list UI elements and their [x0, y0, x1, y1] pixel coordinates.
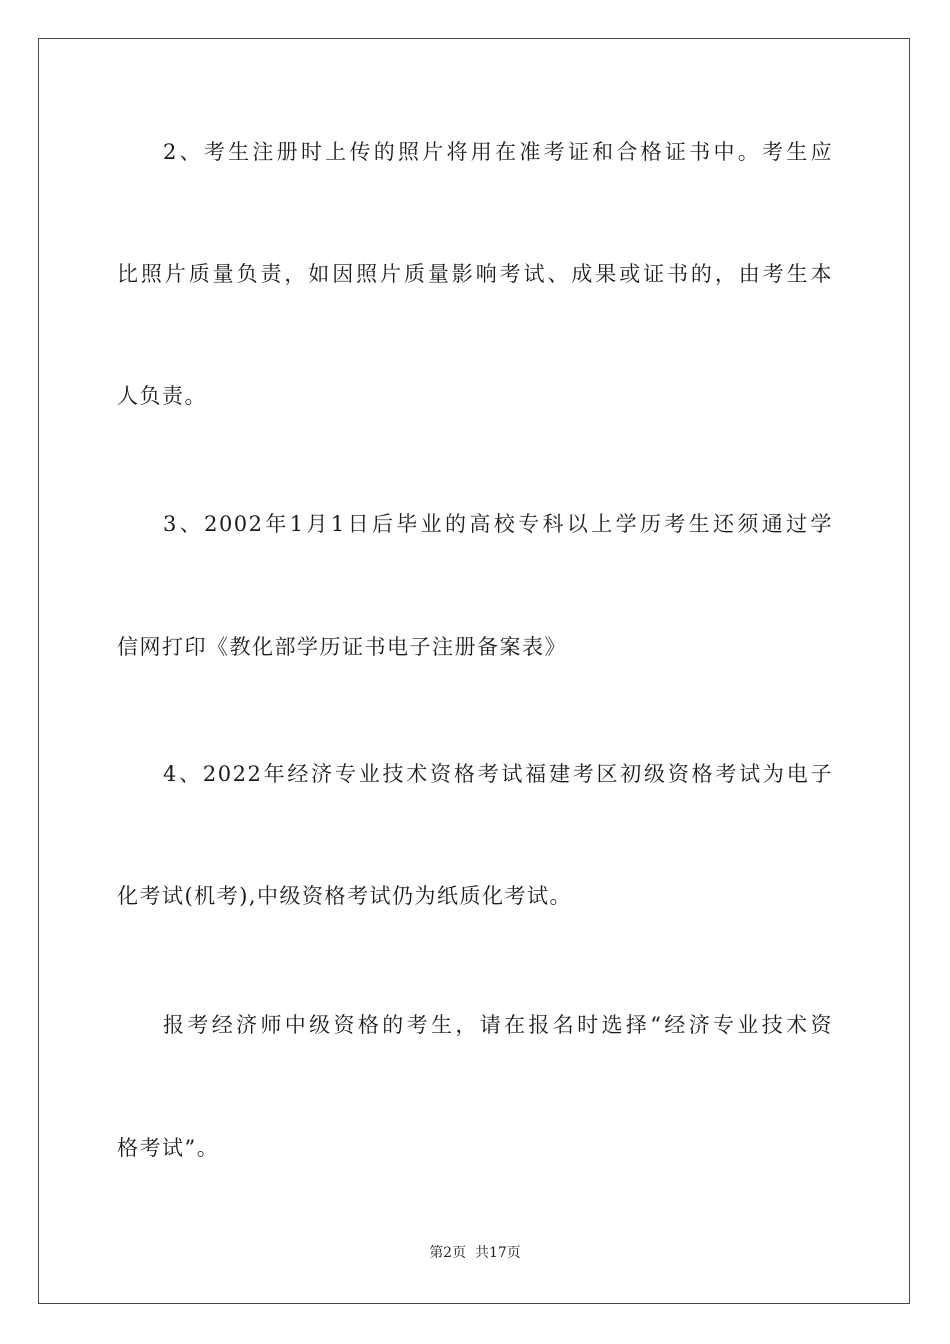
paragraph-4-line-2: 化考试(机考),中级资格考试仍为纸质化考试。 [117, 884, 573, 908]
paragraph-3-line-1: 3、2002年1月1日后毕业的高校专科以上学历考生还须通过学 [163, 512, 833, 536]
paragraph-5-line-2: 格考试”。 [117, 1136, 220, 1160]
paragraph-2-line-2: 比照片质量负责，如因照片质量影响考试、成果或证书的，由考生本 [117, 262, 833, 286]
paragraph-4-line-1: 4、2022年经济专业技术资格考试福建考区初级资格考试为电子 [163, 762, 833, 786]
page-border [38, 38, 910, 1304]
paragraph-3-line-2: 信网打印《教化部学历证书电子注册备案表》 [117, 635, 567, 659]
page-number-footer: 第2页 共17页 [429, 1245, 521, 1261]
paragraph-2-line-1: 2、考生注册时上传的照片将用在准考证和合格证书中。考生应 [163, 140, 833, 164]
paragraph-2-line-3: 人负责。 [117, 384, 207, 408]
paragraph-5-line-1: 报考经济师中级资格的考生，请在报名时选择“经济专业技术资 [163, 1013, 833, 1037]
